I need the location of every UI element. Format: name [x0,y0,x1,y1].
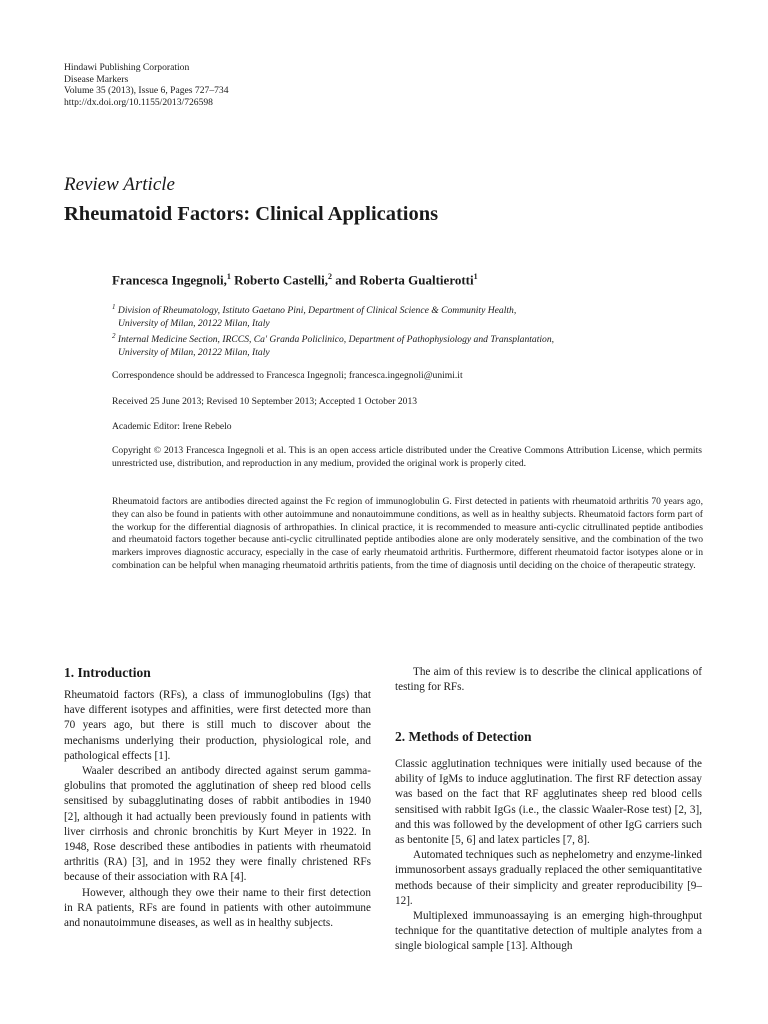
author-3: and Roberta Gualtierotti [331,272,474,288]
author-1: Francesca Ingegnoli, [112,272,227,288]
correspondence: Correspondence should be addressed to Francesca Ingegnoli; francesca.ingegnoli@unimi.it [112,370,463,381]
methods-paragraph-2: Automated techniques such as nephelometry and enzyme-linked immunosorbent assays gradually replaced the other semiquantitative methods because of their simplicity and greater reproducibility [9–12]. [395,849,702,907]
affiliation-1-num: 1 [112,303,116,311]
received-dates: Received 25 June 2013; Revised 10 September 2013; Accepted 1 October 2013 [112,396,418,407]
doi-link[interactable]: http://dx.doi.org/10.1155/2013/726598 [64,96,213,108]
author-2: Roberto Castelli, [230,272,328,288]
volume-info: Volume 35 (2013), Issue 6, Pages 727–734 [64,85,229,97]
affiliation-2 [112,330,712,346]
author-2-affil: 2 [327,272,332,281]
methods-body [395,757,702,955]
article-type: Review Article [64,174,175,195]
methods-paragraph-3: Multiplexed immunoassaying is an emerging high-throughput technique for the quantitative detection of multiple analytes from a single biological sample [13]. Although [395,910,702,953]
affiliation-1 [112,301,712,317]
academic-editor: Academic Editor: Irene Rebelo [112,421,232,432]
methods-paragraph-1: Classic agglutination techniques were initially used because of the ability of IgMs to induce agglutination. The first RF detection assay was based on the fact that RF agglutinates sheep red blood cells sensitised with rabbit IgGs (i.e., the classic Waaler-Rose test) [2, 3], and this was followed by the development of other IgG carriers such as bentonite [5, 6] and latex particles [7, 8]. [395,758,702,847]
article-title: Rheumatoid Factors: Clinical Applications [64,203,439,225]
affiliation-2-num: 2 [112,332,116,341]
intro-paragraph-3: However, although they owe their name to their first detection in RA patients, RFs are found in patients with other autoimmune and nonautoimmune diseases, as well as in healthy subjects. [64,886,371,930]
author-list [112,272,478,288]
journal-name: Disease Markers [64,73,129,85]
affiliations [112,301,712,359]
affiliation-1-city: University of Milan, 20122 Milan, Italy [118,318,270,330]
affiliation-2-line1: Internal Medicine Section, IRCCS, Ca' Granda Policlinico, Department of Pathophysiology and Transplantation, [117,334,555,346]
intro-paragraph-2: Waaler described an antibody directed against serum gamma-globulins that promoted the agglutination of sheep red blood cells sensitised by subagglutinating doses of rabbit antibodies in 1940 [2], although it had actually been previously found in patients with liver cirrhosis and chronic bronchitis by Kurt Meyer in 1922. In 1948, Rose described these antibodies in patients with rheumatoid arthritis (RA) [3], and in 1952 they were finally christened RFs because of their association with RA [4]. [64,765,371,884]
author-3-affil: 1 [473,272,478,281]
section-heading-methods: 2. Methods of Detection [395,729,532,744]
affiliation-1-line1: Division of Rheumatology, Istituto Gaetano Pini, Department of Clinical Science & Community Health, [117,305,517,317]
author-1-affil: 1 [226,272,231,281]
journal-header [64,62,229,108]
intro-paragraph-1: Rheumatoid factors (RFs), a class of immunoglobulins (Igs) that have different isotypes and affinities, were first detected more than 70 years ago, but there is still much to discover about the mechanisms underlying their production, physiological role, and pathological effects [1]. [64,689,371,762]
abstract: Rheumatoid factors are antibodies directed against the Fc region of immunoglobulin G. First detected in patients with rheumatoid arthritis 70 years ago, they can also be found in patients with other autoimmune and nonautoimmune conditions, as well as in healthy subjects. Rheumatoid factors form part of the workup for the differential diagnosis of arthropathies. In clinical practice, it is recommended to measure anti-cyclic citrullinated peptide antibodies and rheumatoid factors together because anti-cyclic citrullinated peptide antibodies alone are only moderately sensitive, and the combination of the two markers improves diagnostic accuracy, especially in the case of early rheumatoid arthritis. Furthermore, different rheumatoid factor isotypes alone or in combination can be helpful when managing rheumatoid arthritis patients, from the time of diagnosis until deciding on the choice of therapeutic strategy. [112,496,703,571]
publisher: Hindawi Publishing Corporation [64,62,190,73]
introduction-body [64,688,371,931]
copyright-notice: Copyright © 2013 Francesca Ingegnoli et al. This is an open access article distributed under the Creative Commons Attribution License, which permits unrestricted use, distribution, and reproduction in any medium, provided the original work is properly cited. [112,445,702,469]
aim-paragraph-wrap [395,665,702,695]
affiliation-2-city: University of Milan, 20122 Milan, Italy [118,347,270,359]
aim-paragraph: The aim of this review is to describe the clinical applications of testing for RFs. [395,666,702,694]
section-heading-introduction: 1. Introduction [64,665,151,680]
